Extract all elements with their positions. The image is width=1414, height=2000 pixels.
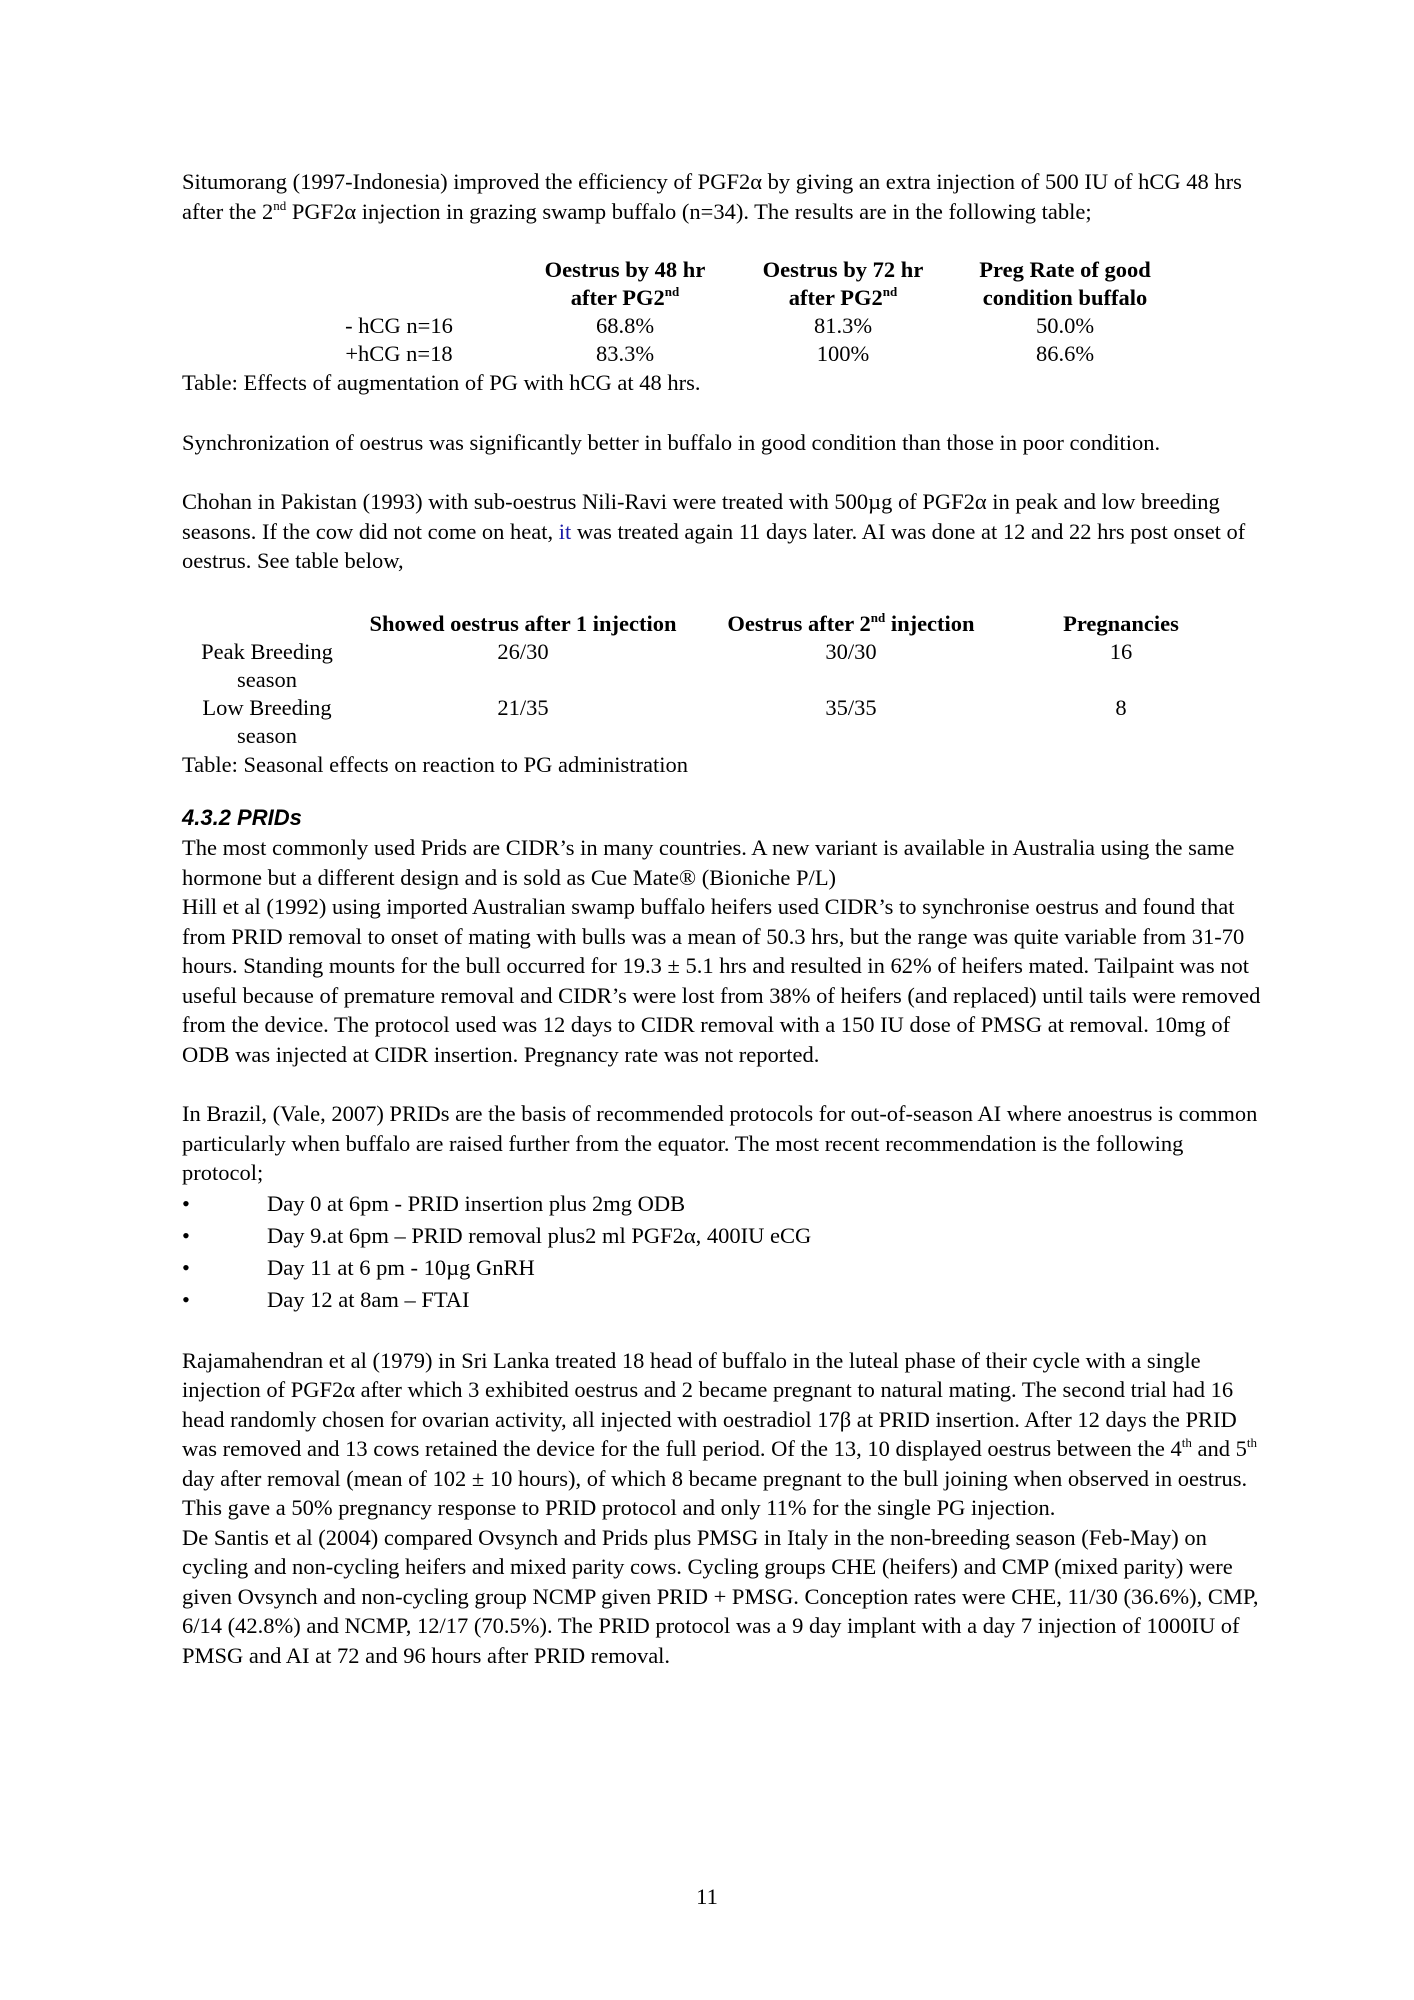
table-cell: 86.6% [1035, 341, 1095, 366]
table-cell: 16 [1109, 638, 1133, 664]
table-row [181, 638, 1233, 694]
protocol-list [182, 1188, 1262, 1316]
paragraph-desantis: De Santis et al (2004) compared Ovsynch and Prids plus PMSG in Italy in the non-breeding season (Feb-May) on cycling and non-cycling heifers and mixed parity cows. Cycling groups CHE (heifers) and CMP (mixed parity) were given Ovsynch and non-cycling group NCMP given PRID + PMSG. Conception rates were CHE, 11/30 (36.6%), CMP, 6/14 (42.8%) and NCMP, 12/17 (70.5%). The PRID protocol was a 9 day implant with a day 7 injection of 1000IU of PMSG and AI at 72 and 96 hours after PRID removal. [182, 1524, 1259, 1668]
paragraph-rajamahendran: Rajamahendran et al (1979) in Sri Lanka treated 18 head of buffalo in the luteal phase of their cycle with a single injection of PGF2α after which 3 exhibited oestrus and 2 became pregnant to natural mating. The second trial had 16 head randomly chosen for ovarian activity, all injected with oestradiol 17β at PRID insertion. After 12 days the PRID was removed and 13 cows retained the device for the full period. Of the 13, 10 displayed oestrus between the 4th and 5th day after removal (mean of 102 ± 10 hours), of which 8 became pregnant to the bull joining when observed in oestrus. This gave a 50% pregnancy response to PRID protocol and only 11% for the single PG injection. [182, 1347, 1257, 1520]
hcg-table [282, 256, 1178, 368]
table-header: Pregnancies [1063, 610, 1179, 636]
paragraph-synchronization: Synchronization of oestrus was significantly better in buffalo in good condition than those in poor condition. [182, 429, 1161, 455]
paragraph-situmorang: Situmorang (1997-Indonesia) improved the efficiency of PGF2α by giving an extra injection of 500 IU of hCG 48 hrs after the 2nd PGF2α injection in grazing swamp buffalo (n=34). The results are in the following table; [182, 169, 1242, 224]
paragraph-brazil: In Brazil, (Vale, 2007) PRIDs are the basis of recommended protocols for out-of-season AI where anoestrus is common particularly when buffalo are raised further from the equator. The most recent recommendation is the following protocol; [182, 1101, 1258, 1185]
list-item: • Day 9.at 6pm – PRID removal plus2 ml PGF2α, 400IU eCG [182, 1220, 1262, 1252]
row-label: +hCG n=18 [345, 341, 453, 366]
table-caption: Table: Seasonal effects on reaction to PG administration [182, 751, 688, 777]
table-cell: 35/35 [825, 694, 877, 720]
row-label: Peak Breeding season [201, 638, 333, 692]
bullet-icon: • [182, 1286, 190, 1312]
table-header: Oestrus by 72 hr after PG2nd [762, 257, 924, 310]
table-header: Oestrus after 2nd injection [727, 609, 975, 636]
seasonal-table [181, 610, 1233, 750]
bullet-icon: • [182, 1254, 190, 1280]
table-header: Showed oestrus after 1 injection [369, 610, 677, 636]
table-cell: 21/35 [497, 694, 549, 720]
table-row [181, 694, 1233, 750]
table-row [282, 340, 1178, 368]
table-cell: 30/30 [825, 638, 877, 664]
paragraph-hill: Hill et al (1992) using imported Australian swamp buffalo heifers used CIDR’s to synchronise oestrus and found that from PRID removal to onset of mating with bulls was a mean of 50.3 hrs, but the range was quite variable from 31-70 hours. Standing mounts for the bull occurred for 19.3 ± 5.1 hrs and resulted in 62% of heifers mated. Tailpaint was not useful because of premature removal and CIDR’s were lost from 38% of heifers (and replaced) until tails were removed from the device. The protocol used was 12 days to CIDR removal with a 150 IU dose of PMSG at removal. 10mg of ODB was injected at CIDR insertion. Pregnancy rate was not reported. [182, 894, 1261, 1067]
page-content [182, 167, 1262, 1670]
row-label: Low Breeding season [202, 694, 332, 748]
page-number: 11 [696, 1884, 718, 1909]
bullet-icon: • [182, 1190, 190, 1216]
bullet-icon: • [182, 1222, 190, 1248]
table-row [282, 312, 1178, 340]
section-heading: 4.3.2 PRIDs [182, 805, 302, 830]
paragraph-chohan: Chohan in Pakistan (1993) with sub-oestrus Nili-Ravi were treated with 500µg of PGF2α in peak and low breeding seasons. If the cow did not come on heat, it was treated again 11 days later. AI was done at 12 and 22 hrs post onset of oestrus. See table below, [182, 489, 1246, 573]
table-cell: 83.3% [595, 341, 655, 366]
table-caption: Table: Effects of augmentation of PG with hCG at 48 hrs. [182, 370, 701, 395]
table-cell: 26/30 [497, 638, 549, 664]
table-cell: 50.0% [1035, 313, 1095, 338]
list-item: • Day 0 at 6pm - PRID insertion plus 2mg ODB [182, 1188, 1262, 1220]
table-header-row [181, 610, 1233, 638]
table-cell: 100% [816, 341, 870, 366]
table-cell: 81.3% [813, 313, 873, 338]
row-label: - hCG n=16 [345, 313, 453, 338]
table-cell: 68.8% [595, 313, 655, 338]
list-item: • Day 11 at 6 pm - 10µg GnRH [182, 1252, 1262, 1284]
table-cell: 8 [1115, 694, 1127, 720]
table-header-row [282, 256, 1178, 312]
list-item: • Day 12 at 8am – FTAI [182, 1284, 1262, 1316]
table-header: Oestrus by 48 hr after PG2nd [544, 257, 706, 310]
table-header: Preg Rate of good condition buffalo [979, 257, 1151, 310]
paragraph-prids: The most commonly used Prids are CIDR’s in many countries. A new variant is available in Australia using the same hormone but a different design and is sold as Cue Mate® (Bioniche P/L) [182, 835, 1235, 890]
